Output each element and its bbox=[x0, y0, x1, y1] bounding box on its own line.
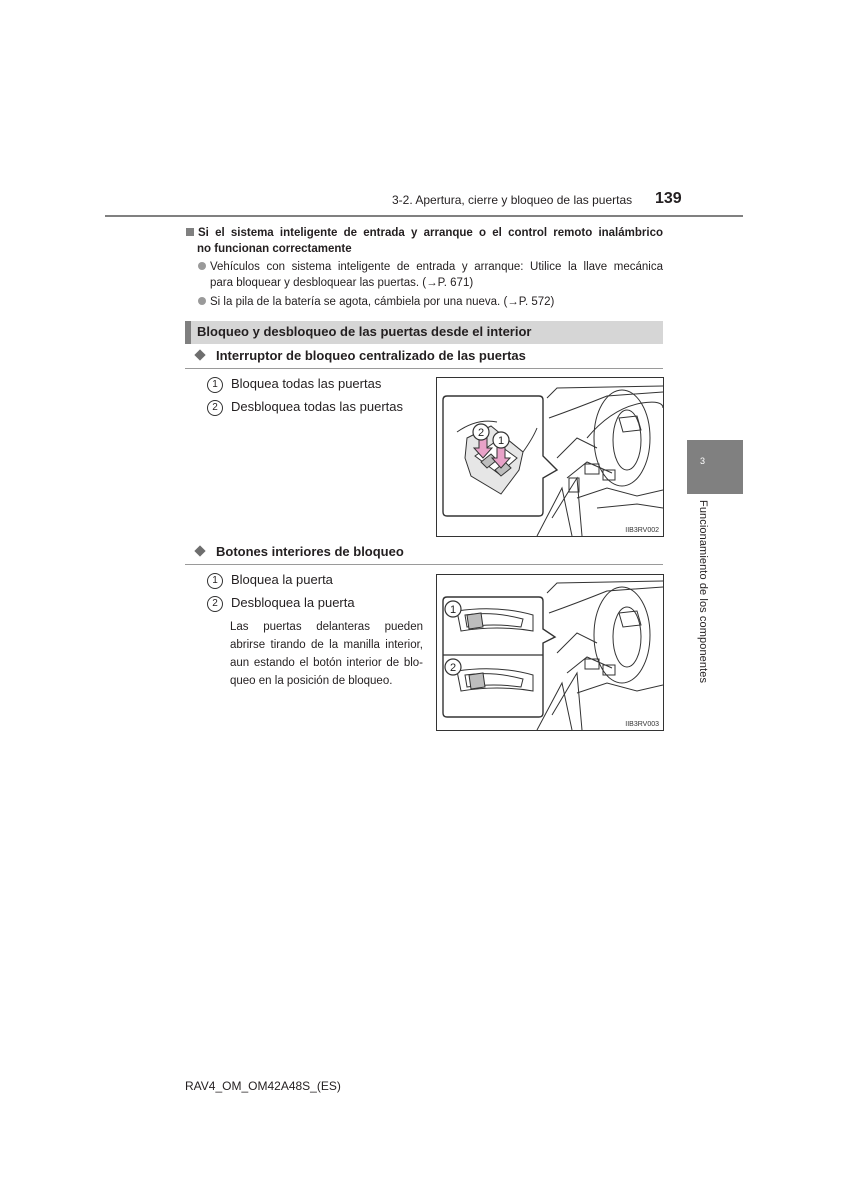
subheading-2 bbox=[196, 543, 404, 561]
note-title-line1: Si el sistema inteligente de entrada y arranque o el control remoto inalámbrico bbox=[198, 227, 663, 239]
step-number: 2 bbox=[207, 596, 223, 612]
header-rule bbox=[105, 215, 743, 217]
figure-1-callout-2: 2 bbox=[477, 427, 485, 439]
subheading-1-rule bbox=[185, 368, 663, 369]
chapter-tab bbox=[687, 440, 743, 494]
sub2-note-line: abrirse tirando de la manilla interior, bbox=[230, 639, 423, 651]
figure-2-callout-1: 1 bbox=[449, 604, 457, 616]
document-code-footer: RAV4_OM_OM42A48S_(ES) bbox=[185, 1079, 341, 1093]
step-1-1 bbox=[207, 376, 381, 393]
step-2-2 bbox=[207, 595, 355, 612]
step-1-2 bbox=[207, 399, 403, 416]
note-bullet-1 bbox=[198, 259, 663, 291]
square-bullet-icon bbox=[186, 228, 194, 236]
figure-code: IIB3RV003 bbox=[625, 721, 659, 728]
figure-2-callout-2: 2 bbox=[449, 662, 457, 674]
inside-lock-buttons-illustration bbox=[437, 575, 663, 730]
figure-door-lock-switch bbox=[436, 377, 664, 537]
note-bullet-2 bbox=[198, 294, 554, 310]
bullet-1-line1: Vehículos con sistema inteligente de entrada y arranque: Utilice la llave mecánica bbox=[210, 261, 663, 273]
door-lock-switch-illustration bbox=[437, 378, 663, 536]
subheading-2-rule bbox=[185, 564, 663, 565]
sub2-note bbox=[230, 618, 423, 690]
step-2-1 bbox=[207, 572, 333, 589]
section-bar-edge bbox=[185, 321, 191, 344]
bullet-1-line2: para bloquear y desbloquear las puertas. (→P. 671) bbox=[210, 277, 474, 289]
figure-1-callout-1: 1 bbox=[497, 435, 505, 447]
figure-inside-lock-buttons bbox=[436, 574, 664, 731]
chapter-number: 3 bbox=[700, 456, 706, 466]
step-number: 2 bbox=[207, 400, 223, 416]
diamond-bullet-icon bbox=[194, 349, 205, 360]
subheading-1 bbox=[196, 347, 526, 365]
step-text: Bloquea la puerta bbox=[231, 572, 333, 587]
step-text: Bloquea todas las puertas bbox=[231, 376, 382, 391]
sub2-note-line: aun estando el botón interior de blo- bbox=[230, 657, 423, 669]
section-title: Bloqueo y desbloqueo de las puertas desde el interior bbox=[197, 324, 532, 339]
bullet-2-line1: Si la pila de la batería se agota, cámbiela por una nueva. (→P. 572) bbox=[210, 296, 555, 308]
step-text: Desbloquea la puerta bbox=[231, 595, 355, 610]
subheading-1-text: Interruptor de bloqueo centralizado de las puertas bbox=[216, 348, 526, 363]
running-header: 3-2. Apertura, cierre y bloqueo de las puertas bbox=[392, 193, 633, 207]
page-number: 139 bbox=[655, 190, 682, 207]
subheading-2-text: Botones interiores de bloqueo bbox=[216, 544, 404, 559]
figure-code: IIB3RV002 bbox=[625, 527, 659, 534]
round-bullet-icon bbox=[198, 297, 206, 305]
sub2-note-line: Las puertas delanteras pueden bbox=[230, 621, 423, 633]
step-number: 1 bbox=[207, 573, 223, 589]
note-title-line2: no funcionan correctamente bbox=[197, 243, 352, 255]
chapter-label: Funcionamiento de los componentes bbox=[697, 500, 709, 684]
sub2-note-line: queo en la posición de bloqueo. bbox=[230, 675, 393, 687]
round-bullet-icon bbox=[198, 262, 206, 270]
diamond-bullet-icon bbox=[194, 545, 205, 556]
note-title bbox=[186, 225, 663, 257]
step-number: 1 bbox=[207, 377, 223, 393]
step-text: Desbloquea todas las puertas bbox=[231, 399, 404, 414]
